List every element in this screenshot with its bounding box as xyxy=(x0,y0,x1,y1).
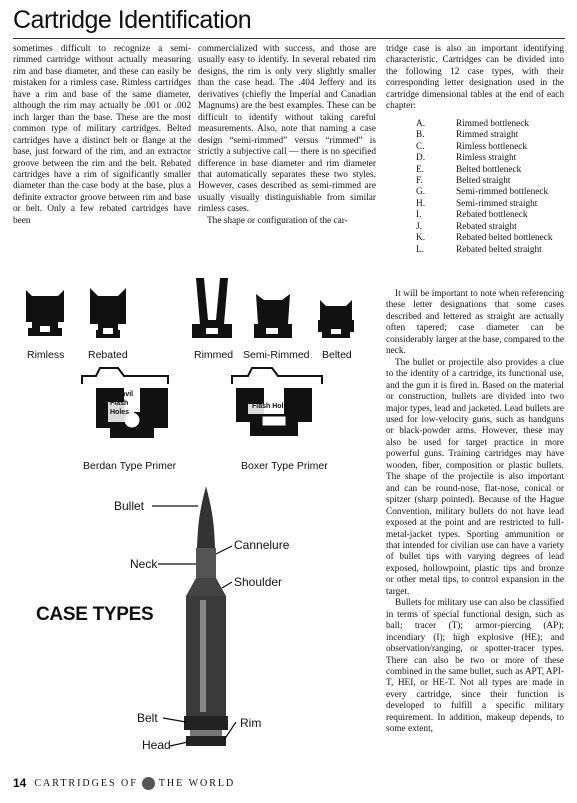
label-rimmed: Rimmed xyxy=(194,349,234,361)
paragraph: tridge case is also an important identifying characteristic. Cartridges can be divided into the following 12 case types, with their corresponding letter designation used in the cartridge dimensional tables at the end of each chapter: xyxy=(386,44,564,112)
label-boxer-primer: Boxer Type Primer xyxy=(241,460,328,472)
callout-flash-hole: Flash Hole xyxy=(252,403,288,410)
case-neck-drawing xyxy=(196,548,216,578)
paragraph: It will be important to note when referencing these letter designations that some cases described and lettered as straight are actually often tapered; case diameter can be considerably larger at the base, compared to the neck. xyxy=(386,289,564,357)
cartridge-figure xyxy=(152,486,236,746)
paragraph: The bullet or projectile also provides a clue to the identity of a cartridge, its functional use, and the gun it is fired in. Based on the material or construction, bullets are divided into two major types, lead and jacketed. Lead bullets are used for low-velocity guns, such as handguns or black-powder arms. However, these may also be used for target practice in more powerful guns. Training cartridges may have wooden, fiber, composition or plastic bullets. The shape of the projectile is also important and can be round-nose, flat-nose, conical or spitzer (sharp pointed). Because of the Hague Convention, military bullets do not have lead exposed at the point and are restricted to full-metal-jacket types. Sporting ammunition or that intended for civilian use can have a variety of bullet tips with varying degrees of lead exposed, hollowpoint, plastic tips and bronze or other metal tips, to control expansion in the target. xyxy=(386,357,564,597)
rimmed-primer xyxy=(206,328,218,334)
label-rim: Rim xyxy=(240,716,262,730)
label-belted: Belted xyxy=(322,349,352,361)
semi-rimmed-primer xyxy=(266,328,278,334)
belted-primer xyxy=(331,329,341,334)
list-item: D. Rimless straight xyxy=(416,153,517,164)
list-item: K. Rebated belted bottleneck xyxy=(416,233,553,244)
label-cannelure: Cannelure xyxy=(234,538,290,552)
page-number: 14 xyxy=(13,776,27,790)
list-item: E. Belted bottleneck xyxy=(416,164,522,175)
callout-holes: Holes xyxy=(110,409,130,416)
list-item: J. Rebated straight xyxy=(416,221,517,232)
paragraph: The shape or configuration of the car- xyxy=(207,215,348,226)
label-neck: Neck xyxy=(130,557,158,571)
page-footer xyxy=(13,776,235,790)
label-head: Head xyxy=(142,738,171,752)
label-shoulder: Shoulder xyxy=(234,575,283,589)
rimless-primer xyxy=(40,326,50,332)
label-bullet: Bullet xyxy=(114,499,145,513)
belt-drawing xyxy=(184,716,228,730)
list-item: B. Rimmed straight xyxy=(416,130,519,141)
list-item: A. Rimmed bottleneck xyxy=(416,118,530,129)
list-item: H. Semi-rimmed straight xyxy=(416,198,538,209)
case-shoulder-drawing xyxy=(186,578,226,596)
label-rimless: Rimless xyxy=(27,349,65,361)
list-item: L. Rebated belted straight xyxy=(416,244,542,255)
label-berdan-primer: Berdan Type Primer xyxy=(83,460,177,472)
page-title: Cartridge Identification xyxy=(13,6,252,34)
globe-icon xyxy=(142,777,155,790)
list-item: G. Semi-rimmed bottleneck xyxy=(416,187,549,198)
paragraph: sometimes difficult to recognize a semi-rimmed cartridge without actually measuring rim and base diameter, and these can easily be mistaken for a rimless case. Rimless cartridges have a rim and base of the same diameter, although the rim may actually be .001 or .002 inch larger than the base. These are the most common type of military cartridges. Belted cartridges have a distinct belt or flange at the base, just forward of the rim, and an extractor groove between the rim and the belt. Rebated cartridges have a rim of significantly smaller diameter than the case body at the base, plus a definite extractor groove between rim and base or belt. Only a few rebated cartridges have been xyxy=(13,44,191,226)
footer-title-left: CARTRIDGES OF xyxy=(34,777,138,789)
paragraph: commercialized with success, and those are usually easy to identify. In several rebated rim designs, the rim is only very slightly smaller than the case head. The .404 Jeffery and its derivatives (chiefly the Imperial and Canadian Magnums) are the best examples. These can be difficult to identify without taking careful measurements. Also, note that naming a case design “semi-rimmed” versus “rimmed” is strictly a subjective call — there is no specified difference in base diameter and rim diameter that automatically separates these two styles. However, cases described as semi-rimmed are usually visually distinguishable from similar rimless cases. xyxy=(198,44,376,215)
label-belt: Belt xyxy=(137,711,158,725)
case-types-heading: CASE TYPES xyxy=(36,604,154,625)
list-item: F. Belted straight xyxy=(416,175,511,186)
bullet-drawing xyxy=(197,486,215,548)
callout-flash: Flash xyxy=(110,400,129,407)
footer-title-right: THE WORLD xyxy=(158,777,236,789)
list-item: I. Rebated bottleneck xyxy=(416,210,528,221)
rim-types-figure xyxy=(26,278,354,338)
rebated-primer xyxy=(103,328,113,334)
extractor-groove xyxy=(190,730,222,736)
paragraph: Bullets for military use can also be classified in terms of special functional design, such as ball; tracer (T); armor-piercing (AP); incendiary (I); high explosive (HE); and observation/ranging, or spotter-tracer types. There can also be two or more of these combined in the same bullet, such as APT, API-T, HEI, or HE-T. Not all types are made in every cartridge, since their function is developed to fulfill a specific military requirement. In addition, makeup depends, to some extent, xyxy=(386,598,564,735)
list-item: C. Rimless bottleneck xyxy=(416,141,528,152)
rim-drawing xyxy=(186,736,226,746)
label-semi-rimmed: Semi-Rimmed xyxy=(243,349,310,361)
boxer-primer-cup xyxy=(262,416,286,426)
label-rebated: Rebated xyxy=(88,349,128,361)
callout-anvil: Anvil xyxy=(116,391,134,398)
